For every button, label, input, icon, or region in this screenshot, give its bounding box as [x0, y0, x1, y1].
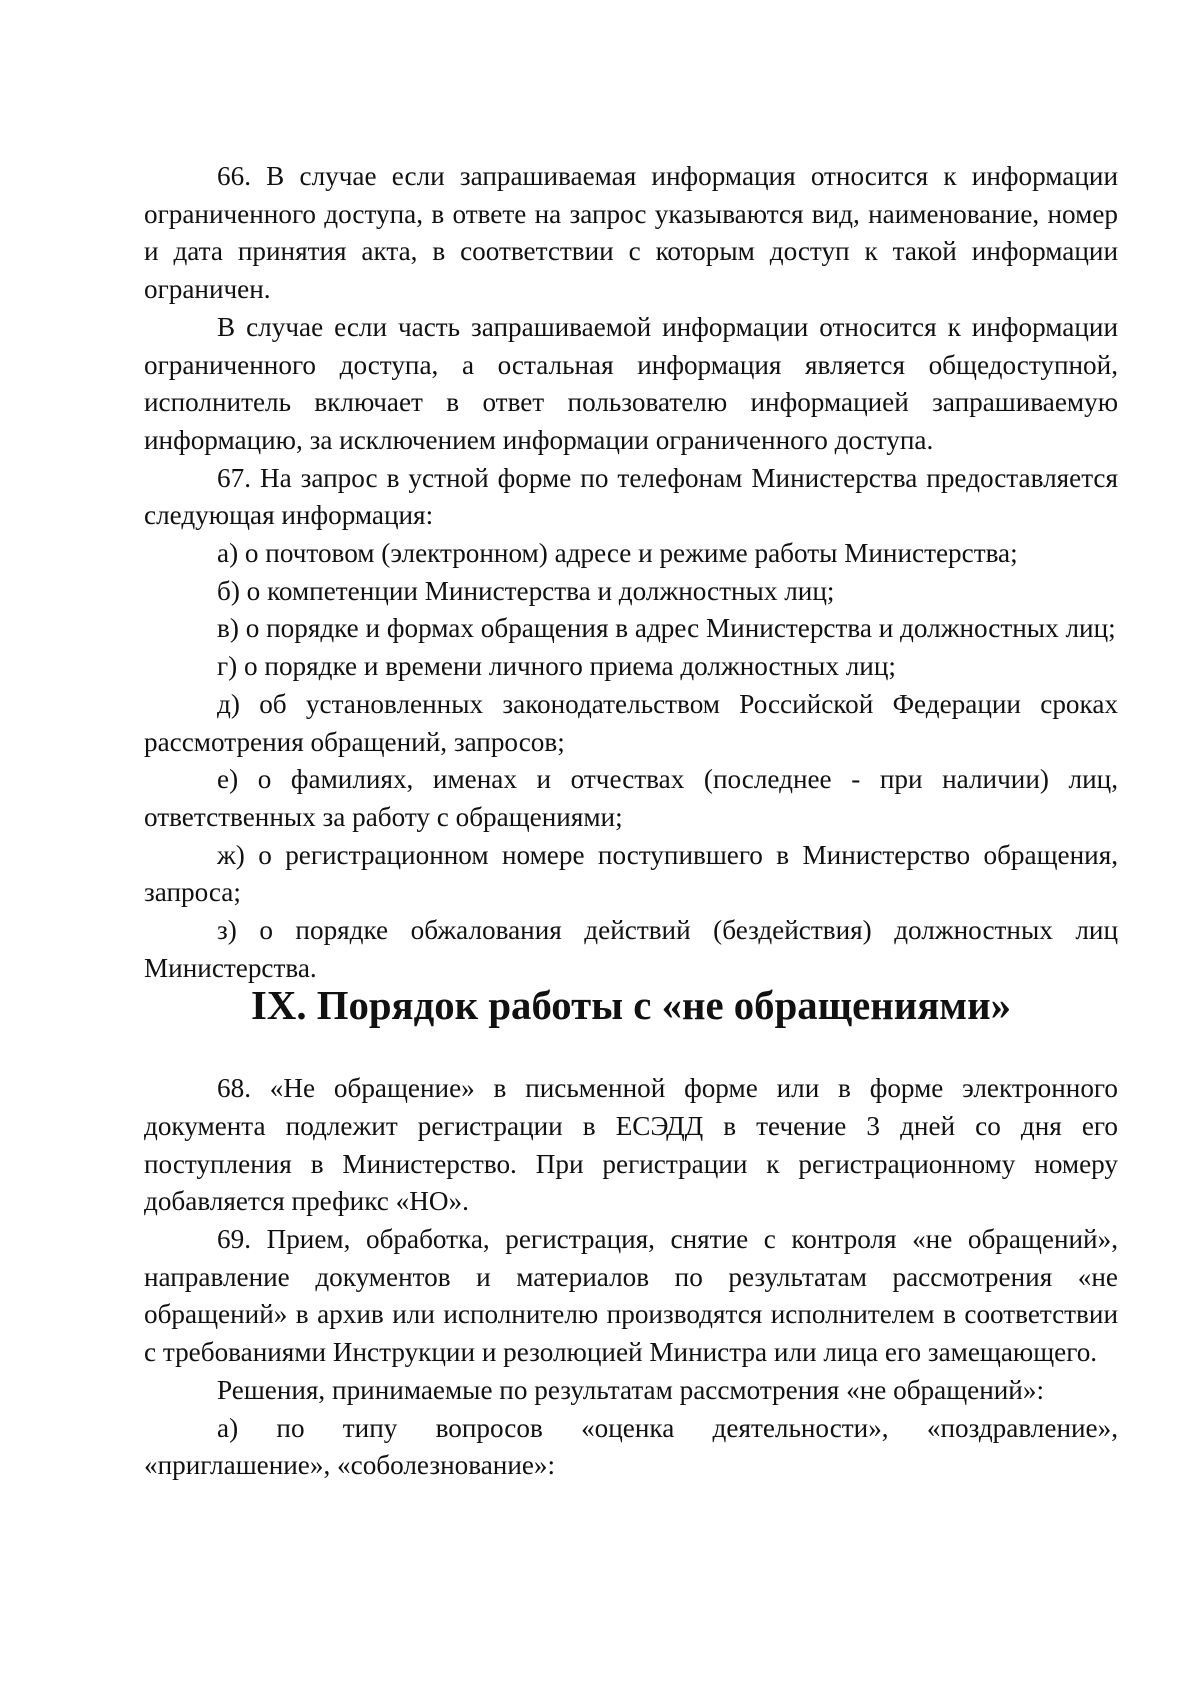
list-item-a: а) о почтовом (электронном) адресе и режиме работы Министерства;: [217, 538, 1018, 569]
paragraph-69: 69. Прием, обработка, регистрация, снятие с контроля «не обращений», направление документов и материалов по результатам рассмотрения «не обращений» в архив или исполнителю производятся исполнителем в соответствии с требованиями Инструкции и резолюцией Министра или лица его замещающего.: [144, 1223, 1118, 1368]
list-item-z: з) о порядке обжалования действий (бездействия) должностных лиц Министерства.: [144, 915, 1118, 983]
list-item-a-types: а) по типу вопросов «оценка деятельности», «поздравление», «приглашение», «соболезнование»:: [144, 1412, 1118, 1481]
paragraph-67: 67. На запрос в устной форме по телефонам Министерства предоставляется следующая информация:: [144, 462, 1118, 531]
list-item-d: д) об установленных законодательством Российской Федерации сроках рассмотрения обращений, запросов;: [144, 688, 1118, 757]
paragraph-decisions: Решения, принимаемые по результатам рассмотрения «не обращений»:: [217, 1374, 1045, 1405]
paragraph-66-part: В случае если часть запрашиваемой информации относится к информации ограниченного доступа, а остальная информация является общедоступной, исполнитель включает в ответ пользователю информацией запрашиваемую информацию, за исключением информации ограниченного доступа.: [144, 311, 1118, 455]
list-item-zh: ж) о регистрационном номере поступившего в Министерство обращения, запроса;: [144, 839, 1118, 908]
paragraph-68: 68. «Не обращение» в письменной форме или в форме электронного документа подлежит регистрации в ЕСЭДД в течение 3 дней со дня его поступления в Министерство. При регистрации к регистрационному номеру добавляется префикс «НО».: [144, 1073, 1118, 1217]
section-heading: IX. Порядок работы с «не обращениями»: [250, 983, 1011, 1029]
list-item-e: е) о фамилиях, именах и отчествах (последнее - при наличии) лиц, ответственных за работу с обращениями;: [144, 764, 1118, 832]
list-item-g: г) о порядке и времени личного приема должностных лиц;: [217, 651, 896, 682]
list-item-v: в) о порядке и формах обращения в адрес Министерства и должностных лиц;: [217, 613, 1116, 644]
paragraph-66: 66. В случае если запрашиваемая информация относится к информации ограниченного доступа, в ответе на запрос указываются вид, наименование, номер и дата принятия акта, в соответствии с которым доступ к такой информации ограничен.: [144, 161, 1118, 305]
list-item-b: б) о компетенции Министерства и должностных лиц;: [217, 575, 835, 606]
document-page: [144, 158, 1118, 1485]
